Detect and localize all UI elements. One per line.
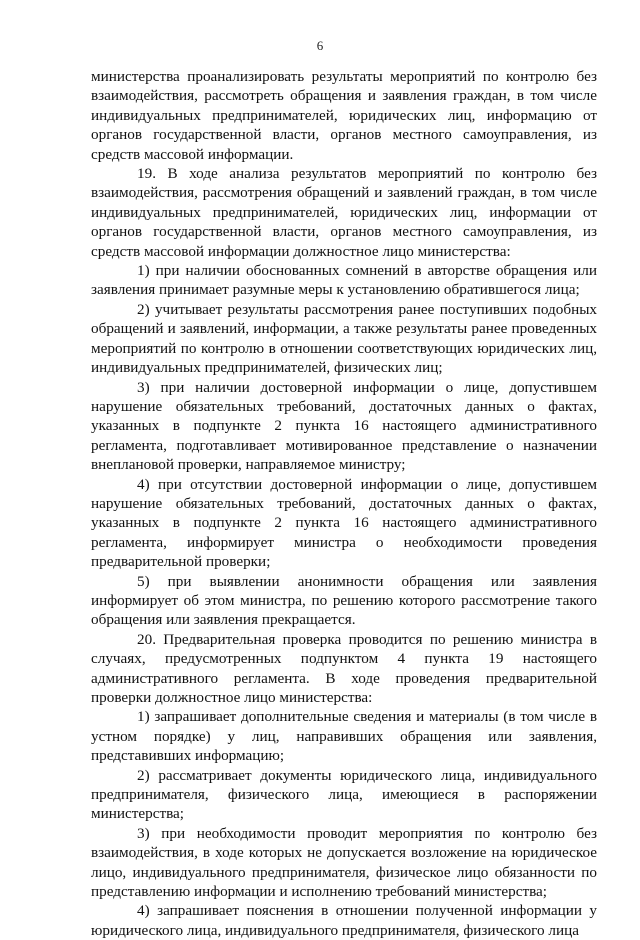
- paragraph-item-20-1: 1) запрашивает дополнительные сведения и материалы (в том числе в устном порядке) у лиц, направивших обращения или заявления, представивших информацию;: [91, 708, 597, 765]
- document-body: [91, 67, 597, 940]
- paragraph-item-20: 20. Предварительная проверка проводится по решению министра в случаях, предусмотренных подпунктом 4 пункта 19 настоящего административного регламента. В ходе проведения предварительной проверки должностное лицо министерства:: [91, 630, 597, 706]
- paragraph-item-19-5: 5) при выявлении анонимности обращения или заявления информирует об этом министра, по решению которого рассмотрение такого обращения или заявления прекращается.: [91, 572, 597, 629]
- paragraph-continuation: министерства проанализировать результаты мероприятий по контролю без взаимодействия, рассмотреть обращения и заявления граждан, в том числе индивидуальных предпринимателей, юридических лиц, информацию от органов государственной власти, органов местного самоуправления, из средств массовой информации.: [91, 68, 597, 163]
- page-number: 6: [316, 38, 324, 53]
- paragraph-item-19-3: 3) при наличии достоверной информации о лице, допустившем нарушение обязательных требований, достаточных данных о фактах, указанных в подпункте 2 пункта 16 настоящего административного регламента, подготавливает мотивированное представление о назначении внеплановой проверки, направляемое министру;: [91, 378, 597, 474]
- paragraph-item-20-2: 2) рассматривает документы юридического лица, индивидуального предпринимателя, физического лица, имеющиеся в распоряжении министерства;: [91, 766, 597, 823]
- paragraph-item-20-3: 3) при необходимости проводит мероприятия по контролю без взаимодействия, в ходе которых не допускается возложение на юридическое лицо, индивидуального предпринимателя, физическое лицо обязанности по представлению информации и исполнению требований министерства;: [91, 824, 597, 901]
- paragraph-item-19: 19. В ходе анализа результатов мероприятий по контролю без взаимодействия, рассмотрения обращений и заявлений граждан, в том числе индивидуальных предпринимателей, юридических лиц, информации от органов государственной власти, органов местного самоуправления, из средств массовой информации должностное лицо министерства:: [91, 165, 597, 260]
- paragraph-item-19-1: 1) при наличии обоснованных сомнений в авторстве обращения или заявления принимает разумные меры к установлению обратившегося лица;: [91, 262, 597, 299]
- paragraph-item-20-4: 4) запрашивает пояснения в отношении полученной информации у юридического лица, индивидуального предпринимателя, физического лица: [91, 902, 597, 939]
- paragraph-item-19-4: 4) при отсутствии достоверной информации о лице, допустившем нарушение обязательных требований, достаточных данных о фактах, указанных в подпункте 2 пункта 16 настоящего административного регламента, информирует министра о необходимости проведения предварительной проверки;: [91, 475, 597, 571]
- paragraph-item-19-2: 2) учитывает результаты рассмотрения ранее поступивших подобных обращений и заявлений, информации, а также результаты ранее проведенных мероприятий по контролю в отношении соответствующих юридических лиц, индивидуальных предпринимателей, физических лиц;: [91, 300, 597, 377]
